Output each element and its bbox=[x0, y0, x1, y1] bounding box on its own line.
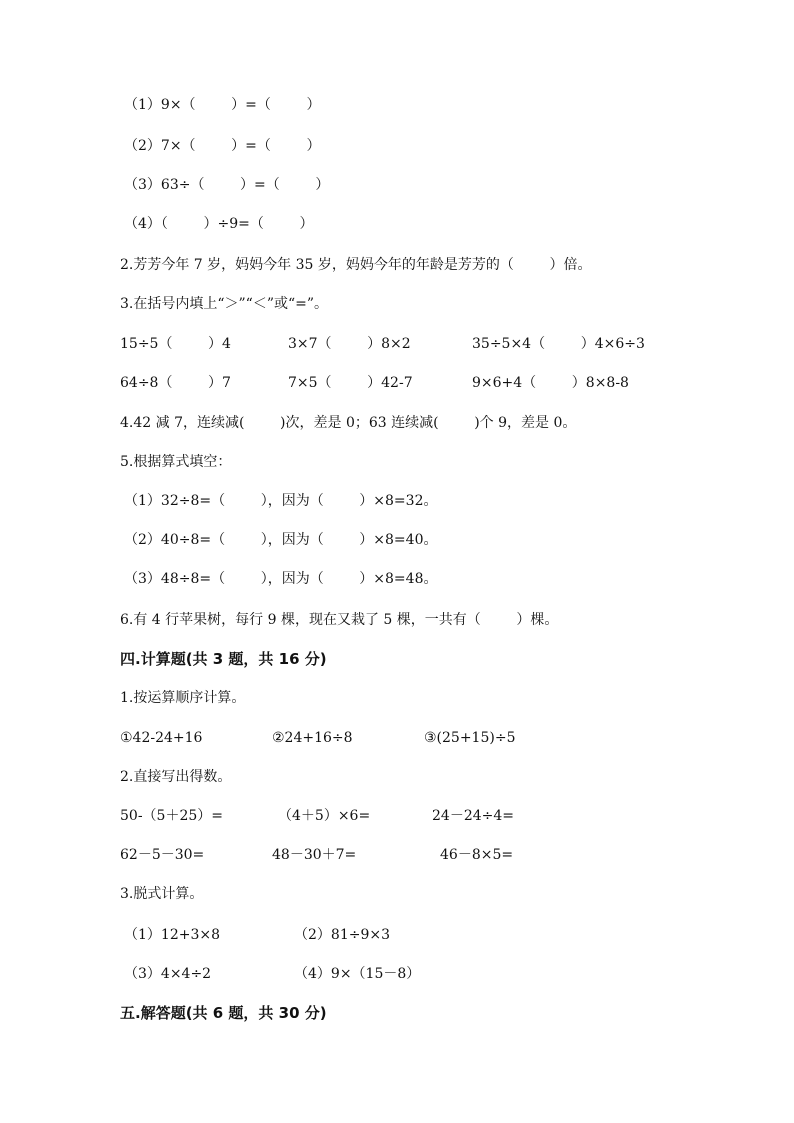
calc-item: ①42-24+16 bbox=[120, 730, 203, 746]
question-5: 5.根据算式填空： bbox=[120, 454, 232, 470]
section-5-heading: 五.解答题(共 6 题，共 30 分) bbox=[120, 1004, 327, 1022]
q5-item-2: （2）40÷8=（ ），因为（ ）×8=40。 bbox=[124, 532, 438, 548]
compare-item: 64÷8（ ）7 bbox=[120, 375, 231, 391]
calc-item: 62－5－30= bbox=[120, 847, 205, 863]
calc-item: （4＋5）×6= bbox=[278, 808, 371, 824]
s4-question-3: 3.脱式计算。 bbox=[120, 886, 204, 902]
section-4-heading: 四.计算题(共 3 题，共 16 分) bbox=[120, 650, 327, 668]
calc-item: 24－24÷4= bbox=[432, 808, 514, 824]
compare-item: 9×6+4（ ）8×8-8 bbox=[472, 375, 629, 391]
compare-item: 15÷5（ ）4 bbox=[120, 336, 231, 352]
question-6: 6.有 4 行苹果树，每行 9 棵，现在又栽了 5 棵，一共有（ ）棵。 bbox=[120, 612, 559, 628]
question-2: 2.芳芳今年 7 岁，妈妈今年 35 岁，妈妈今年的年龄是芳芳的（ ）倍。 bbox=[120, 257, 592, 273]
calc-item: （3）4×4÷2 bbox=[124, 966, 212, 982]
question-3: 3.在括号内填上“＞”“＜”或“=”。 bbox=[120, 296, 329, 312]
compare-item: 3×7（ ）8×2 bbox=[288, 336, 411, 352]
compare-item: 35÷5×4（ ）4×6÷3 bbox=[472, 336, 645, 352]
calc-item: ③(25+15)÷5 bbox=[424, 730, 516, 746]
q5-item-3: （3）48÷8=（ ），因为（ ）×8=48。 bbox=[124, 571, 438, 587]
q5-item-1: （1）32÷8=（ ），因为（ ）×8=32。 bbox=[124, 493, 438, 509]
s4-question-2: 2.直接写出得数。 bbox=[120, 769, 232, 785]
calc-item: ②24+16÷8 bbox=[272, 730, 353, 746]
fill-item-2: （2）7×（ ）=（ ） bbox=[124, 138, 321, 154]
calc-item: （2）81÷9×3 bbox=[294, 927, 390, 943]
calc-item: 50-（5＋25）= bbox=[120, 808, 223, 824]
question-4: 4.42 减 7，连续减( )次，差是 0；63 连续减( )个 9，差是 0。 bbox=[120, 415, 577, 431]
calc-item: （1）12+3×8 bbox=[124, 927, 220, 943]
fill-item-1: （1）9×（ ）=（ ） bbox=[124, 97, 321, 113]
calc-item: 48－30＋7= bbox=[272, 847, 357, 863]
calc-item: 46－8×5= bbox=[440, 847, 514, 863]
fill-item-3: （3）63÷（ ）=（ ） bbox=[124, 177, 330, 193]
compare-item: 7×5（ ）42-7 bbox=[288, 375, 413, 391]
fill-item-4: （4）（ ）÷9=（ ） bbox=[124, 216, 314, 232]
calc-item: （4）9×（15－8） bbox=[294, 966, 421, 982]
s4-question-1: 1.按运算顺序计算。 bbox=[120, 690, 246, 706]
